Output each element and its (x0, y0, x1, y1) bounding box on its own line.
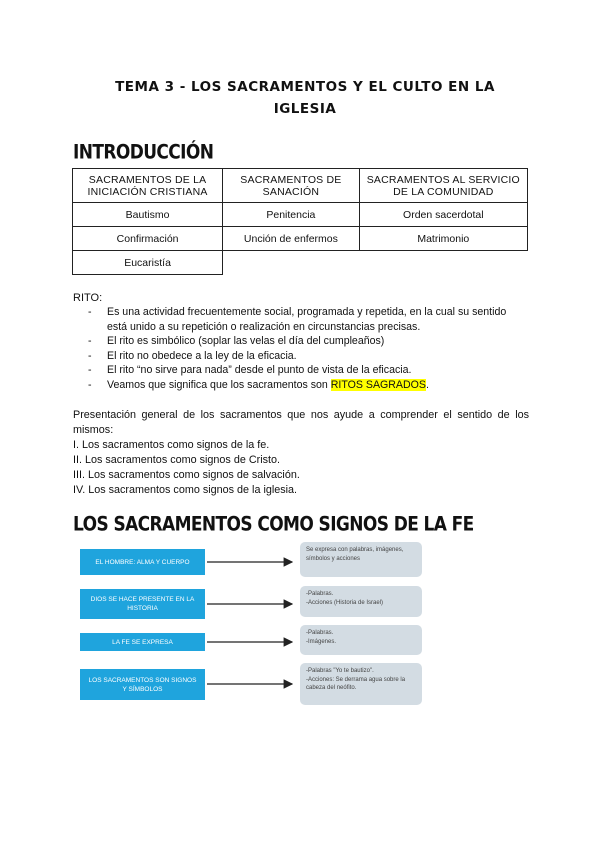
table-cell: Matrimonio (359, 227, 527, 251)
table-header: SACRAMENTOS DE SANACIÓN (223, 169, 360, 203)
diagram-left-box: LOS SACRAMENTOS SON SIGNOS Y SÍMBOLOS (80, 669, 205, 700)
table-row (73, 251, 528, 275)
table-header: SACRAMENTOS AL SERVICIO DE LA COMUNIDAD (359, 169, 527, 203)
rito-list (88, 305, 528, 392)
table-cell: Bautismo (73, 203, 223, 227)
signos-fe-heading: LOS SACRAMENTOS COMO SIGNOS DE LA FE (73, 513, 474, 536)
diagram-right-box: Se expresa con palabras, imágenes, símbolos y acciones (300, 542, 422, 577)
list-item: II. Los sacramentos como signos de Cristo. (73, 454, 281, 466)
list-item: - El rito “no sirve para nada” desde el punto de vista de la eficacia. (88, 363, 528, 378)
sacramentos-table (72, 168, 528, 275)
list-item: - El rito es simbólico (soplar las velas el día del cumpleaños) (88, 334, 528, 349)
diagram-right-box: -Palabras. -Acciones (Historia de Israel) (300, 586, 422, 617)
diagram-left-box: DIOS SE HACE PRESENTE EN LA HISTORIA (80, 589, 205, 619)
rito-last-prefix: Veamos que significa que los sacramentos son (107, 378, 331, 391)
presentacion-intro: Presentación general de los sacramentos que nos ayude a comprender el sentido de los mismos: (73, 409, 529, 436)
table-cell: Eucaristía (73, 251, 223, 275)
rito-label: RITO: (73, 292, 103, 304)
diagram-left-box: LA FE SE EXPRESA (80, 633, 205, 651)
list-item: - Es una actividad frecuentemente social, programada y repetida, en la cual su sentido está unido a su repetición o realización en circunstancias precisas. (88, 305, 528, 334)
diagram-right-box: -Palabras "Yo te bautizo". -Acciones: Se derrama agua sobre la cabeza del neófito. (300, 663, 422, 705)
presentacion-list (73, 438, 300, 498)
table-header-row (73, 169, 528, 203)
table-cell: Orden sacerdotal (359, 203, 527, 227)
list-item: III. Los sacramentos como signos de salvación. (73, 469, 300, 481)
ritos-sagrados-highlight: RITOS SAGRADOS (330, 378, 426, 391)
diagram-left-box: EL HOMBRE: ALMA Y CUERPO (80, 549, 205, 575)
list-item (88, 378, 528, 393)
table-cell-empty (359, 251, 527, 275)
table-cell: Unción de enfermos (223, 227, 360, 251)
page-title: TEMA 3 - LOS SACRAMENTOS Y EL CULTO EN LA IGLESIA (115, 79, 495, 117)
introduccion-heading: INTRODUCCIÓN (73, 141, 214, 164)
table-header: SACRAMENTOS DE LA INICIACIÓN CRISTIANA (73, 169, 223, 203)
list-item: I. Los sacramentos como signos de la fe. (73, 439, 270, 451)
table-row (73, 203, 528, 227)
table-cell-empty (223, 251, 360, 275)
table-cell: Confirmación (73, 227, 223, 251)
list-item: IV. Los sacramentos como signos de la iglesia. (73, 484, 298, 496)
table-cell: Penitencia (223, 203, 360, 227)
rito-last-suffix: . (425, 378, 429, 391)
table-row (73, 227, 528, 251)
diagram-right-box: -Palabras. -Imágenes. (300, 625, 422, 655)
list-item: - El rito no obedece a la ley de la eficacia. (88, 349, 528, 364)
